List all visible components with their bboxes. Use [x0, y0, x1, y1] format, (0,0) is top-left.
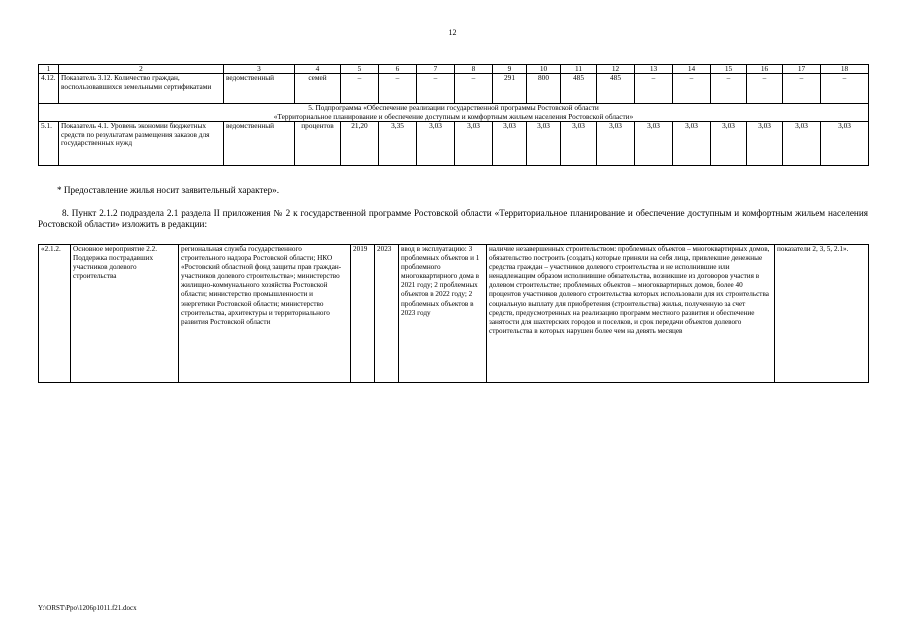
measure-start-year: 2019: [351, 245, 375, 383]
value-cell: 3,03: [493, 122, 527, 166]
header-cell: 9: [493, 65, 527, 74]
value-cell: 3,03: [673, 122, 711, 166]
value-cell: –: [455, 74, 493, 104]
measure-indicators: показатели 2, 3, 5, 2.1».: [775, 245, 869, 383]
value-cell: 3,03: [635, 122, 673, 166]
value-cell: –: [673, 74, 711, 104]
value-cell: 800: [527, 74, 561, 104]
row-number: 4.12.: [39, 74, 59, 104]
header-cell: 4: [295, 65, 341, 74]
header-cell: 14: [673, 65, 711, 74]
value-cell: –: [783, 74, 821, 104]
value-cell: 485: [597, 74, 635, 104]
value-cell: –: [747, 74, 783, 104]
value-cell: 485: [561, 74, 597, 104]
table-row: [39, 245, 869, 383]
value-cell: 3,03: [747, 122, 783, 166]
header-cell: 1: [39, 65, 59, 74]
value-cell: –: [821, 74, 869, 104]
subprogram-row: [39, 104, 869, 122]
value-cell: 3,03: [455, 122, 493, 166]
value-cell: –: [417, 74, 455, 104]
header-cell: 6: [379, 65, 417, 74]
header-cell: 11: [561, 65, 597, 74]
indicator-name: Показатель 4.1. Уровень экономии бюджетных средств по результатам размещения заказов для государственных нужд: [59, 122, 224, 166]
value-cell: 3,03: [597, 122, 635, 166]
page-number: 12: [448, 28, 457, 37]
value-cell: –: [635, 74, 673, 104]
value-cell: 3,03: [783, 122, 821, 166]
measures-table: [38, 244, 869, 383]
value-cell: 3,03: [417, 122, 455, 166]
value-cell: 3,03: [821, 122, 869, 166]
header-cell: 15: [711, 65, 747, 74]
value-cell: 21,20: [341, 122, 379, 166]
subprogram-title-line1: 5. Подпрограмма «Обеспечение реализации государственной программы Ростовской области: [308, 103, 599, 112]
measure-end-year: 2023: [375, 245, 399, 383]
indicator-type: ведомственный: [224, 122, 295, 166]
value-cell: 3,03: [711, 122, 747, 166]
header-cell: 17: [783, 65, 821, 74]
header-cell: 8: [455, 65, 493, 74]
header-cell: 7: [417, 65, 455, 74]
indicators-table: [38, 64, 869, 166]
value-cell: –: [711, 74, 747, 104]
file-path: Y:\ORST\Ppo\1206p1011.f21.docx: [38, 604, 137, 612]
footnote: * Предоставление жилья носит заявительный характер».: [57, 185, 280, 195]
value-cell: 3,03: [561, 122, 597, 166]
subprogram-title: [39, 104, 869, 122]
indicator-type: ведомственный: [224, 74, 295, 104]
value-cell: 3,35: [379, 122, 417, 166]
value-cell: –: [341, 74, 379, 104]
row-number: 5.1.: [39, 122, 59, 166]
amendment-paragraph: 8. Пункт 2.1.2 подраздела 2.1 раздела II приложения № 2 к государственной программе Ростовской области «Территориальное планирование и обеспечение доступным и комфортным жильем населения Ростовской области» изложить в редакции:: [38, 208, 868, 230]
header-cell: 13: [635, 65, 673, 74]
indicator-unit: процентов: [295, 122, 341, 166]
table-row: [39, 122, 869, 166]
table-header-row: [39, 65, 869, 74]
header-cell: 16: [747, 65, 783, 74]
header-cell: 12: [597, 65, 635, 74]
table-row: [39, 74, 869, 104]
header-cell: 2: [59, 65, 224, 74]
subprogram-title-line2: «Территориальное планирование и обеспечение доступным и комфортным жильем населения Ростовской области»: [273, 111, 634, 121]
measure-executors: региональная служба государственного строительного надзора Ростовской области; НКО «Ростовский областной фонд защиты прав граждан-участников долевого строительства»; министерство жилищно-коммунального хозяйства Ростовской области; министерство промышленности и энергетики Ростовской области; министерство строительства, архитектуры и территориального развития Ростовской области: [179, 245, 351, 383]
value-cell: –: [379, 74, 417, 104]
measure-number: «2.1.2.: [39, 245, 71, 383]
header-cell: 10: [527, 65, 561, 74]
measure-name: Основное мероприятие 2.2. Поддержка пострадавших участников долевого строительства: [71, 245, 179, 383]
header-cell: 18: [821, 65, 869, 74]
value-cell: 3,03: [527, 122, 561, 166]
measure-result: ввод в эксплуатацию: 3 проблемных объектов и 1 проблемного многоквартирного дома в 2021 году; 2 проблемных объектов в 2022 году; 2 проблемных объектов в 2023 году: [399, 245, 487, 383]
header-cell: 5: [341, 65, 379, 74]
indicator-unit: семей: [295, 74, 341, 104]
value-cell: 291: [493, 74, 527, 104]
indicator-name: Показатель 3.12. Количество граждан, воспользовавшихся земельными сертификатами: [59, 74, 224, 104]
measure-consequences: наличие незавершенных строительством: проблемных объектов – многоквартирных домов, обязательство построить (создать) которые приняли на себя лица, привлекшие денежные средства граждан – участников долевого строительства и не исполнившие или ненадлежащим образом исполнившие обязательства, возникшие из договоров участия в долевом строительстве; проблемных объектов – многоквартирных домов, более 40 процентов участников долевого строительства которых использовали для их строительства социальную выплату для приобретения (строительства) жилья, полученную за счет средств, предусмотренных на реализацию программ местного развития и обеспечение занятости для шахтерских городов и поселков, и срок передачи объектов долевого строительства в которых нарушен более чем на девять месяцев: [487, 245, 775, 383]
header-cell: 3: [224, 65, 295, 74]
